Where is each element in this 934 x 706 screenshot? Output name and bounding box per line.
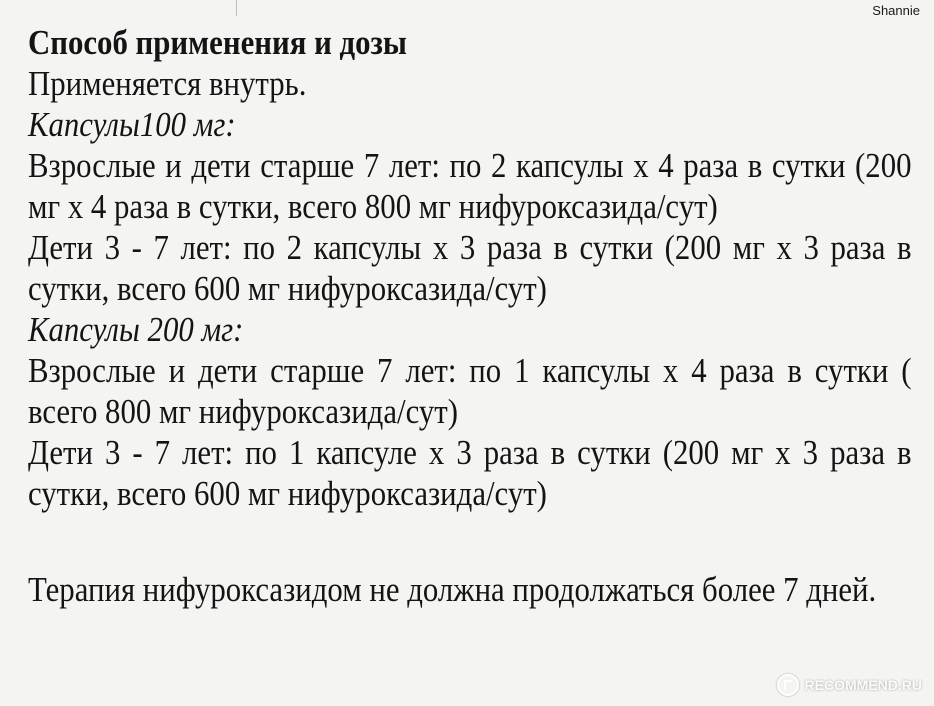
capsules-100-children: Дети 3 - 7 лет: по 2 капсулы х 3 раза в сутки (200 мг х 3 раза в сутки, всего 600 мг нифуроксазида/сут) — [28, 228, 912, 308]
capsules-200-children: Дети 3 - 7 лет: по 1 капсуле х 3 раза в сутки (200 мг х 3 раза в сутки, всего 600 мг нифуроксазида/сут) — [28, 433, 912, 513]
document-title: Способ применения и дозы — [28, 23, 407, 62]
capsules-100-heading: Капсулы100 мг: — [28, 105, 236, 144]
capsules-100-adults: Взрослые и дети старше 7 лет: по 2 капсулы х 4 раза в сутки (200 мг х 4 раза в сутки, всего 800 мг нифуроксазида/сут) — [28, 146, 912, 226]
capsules-200-adults: Взрослые и дети старше 7 лет: по 1 капсулы х 4 раза в сутки ( всего 800 мг нифуроксазида/сут) — [28, 351, 912, 431]
username-label: Shannie — [872, 3, 920, 18]
recommend-watermark — [777, 674, 922, 696]
page-edge-divider — [236, 0, 237, 16]
watermark-text: RECOMMEND.RU — [804, 677, 922, 693]
recommend-logo-icon — [777, 674, 799, 696]
document-text — [28, 22, 912, 610]
usage-intro: Применяется внутрь. — [28, 64, 307, 103]
therapy-duration-note: Терапия нифуроксазидом не должна продолжаться более 7 дней. — [28, 570, 877, 609]
capsules-200-heading: Капсулы 200 мг: — [28, 310, 244, 349]
paragraph-gap — [28, 514, 912, 569]
